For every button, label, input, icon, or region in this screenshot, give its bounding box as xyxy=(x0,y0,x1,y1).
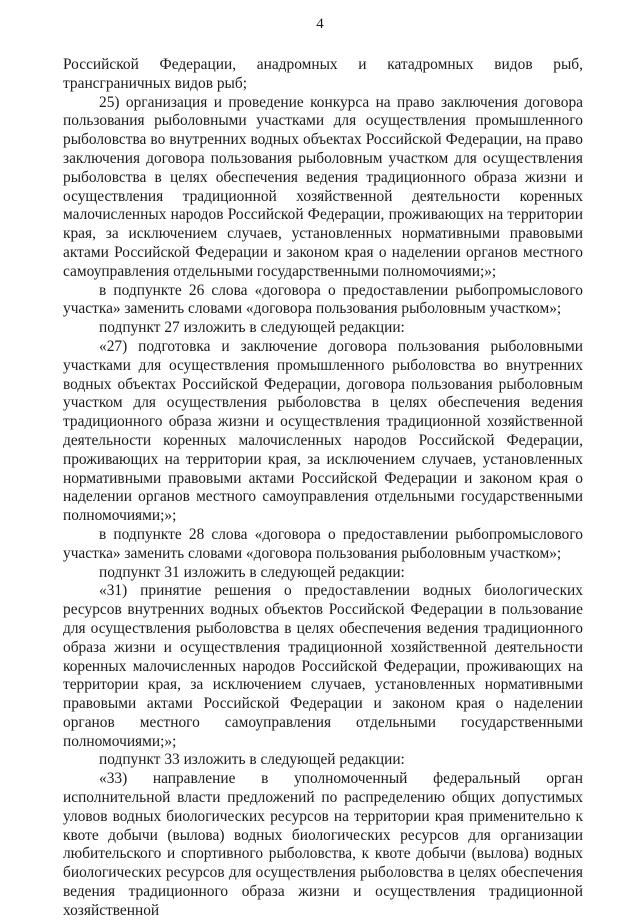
paragraph-subitem-33-intro: подпункт 33 изложить в следующей редакции: xyxy=(99,751,405,769)
paragraph-item-31: «31) принятие решения о предоставлении водных биологических ресурсов внутренних водных объектов Российской Федерации в пользование для осуществления рыболовства в целях обеспечения ведения традиционного образа жизни и осуществления традиционной хозяйственной деятельности коренных малочисленных народов Российской Федерации, проживающих на территории края, за исключением случаев, установленных нормативными правовыми актами Российской Федерации и законом края о наделении органов местного самоуправления отдельными государственными полномочиями;»; xyxy=(63,582,583,750)
document-body xyxy=(63,56,583,921)
paragraph-item-33: «33) направление в уполномоченный федеральный орган исполнительной власти предложений по распределению общих допустимых уловов водных биологических ресурсов на территории края применительно к квоте добычи (вылова) водных биологических ресурсов для организации любительского и спортивного рыболовства, к квоте добычи (вылова) водных биологических ресурсов для осуществления рыболовства в целях обеспечения ведения традиционного образа жизни и осуществления традиционной хозяйственной xyxy=(63,770,583,919)
page-number: 4 xyxy=(316,16,324,32)
paragraph-item-27: «27) подготовка и заключение договора пользования рыболовными участками для осуществления промышленного рыболовства во внутренних водных объектах Российской Федерации, договора пользования рыболовным участком для осуществления рыболовства в целях обеспечения ведения традиционного образа жизни и осуществления традиционной хозяйственной деятельности коренных малочисленных народов Российской Федерации, проживающих на территории края, за исключением случаев, установленных нормативными правовыми актами Российской Федерации и законом края о наделении органов местного самоуправления отдельными государственными полномочиями;»; xyxy=(63,337,583,525)
paragraph-subitem-31-intro: подпункт 31 изложить в следующей редакции: xyxy=(99,563,405,581)
paragraph-subitem-28: в подпункте 28 слова «договора о предоставлении рыбопромыслового участка» заменить словами «договора пользования рыболовным участком»; xyxy=(63,525,583,562)
paragraph-subitem-27-intro: подпункт 27 изложить в следующей редакции: xyxy=(99,319,405,337)
paragraph-item-25: 25) организация и проведение конкурса на право заключения договора пользования рыболовными участками для осуществления промышленного рыболовства во внутренних водных объектах Российской Федерации, на право заключения договора пользования рыболовным участком для осуществления рыболовства в целях обеспечения ведения традиционного образа жизни и осуществления традиционной хозяйственной деятельности коренных малочисленных народов Российской Федерации, проживающих на территории края, за исключением случаев, установленных нормативными правовыми актами Российской Федерации и законом края о наделении органов местного самоуправления отдельными государственными полномочиями;»; xyxy=(63,93,583,280)
paragraph-continuation: Российской Федерации, анадромных и катадромных видов рыб, трансграничных видов рыб; xyxy=(63,56,583,92)
paragraph-subitem-26: в подпункте 26 слова «договора о предоставлении рыбопромыслового участка» заменить словами «договора пользования рыболовным участком»; xyxy=(63,281,583,318)
